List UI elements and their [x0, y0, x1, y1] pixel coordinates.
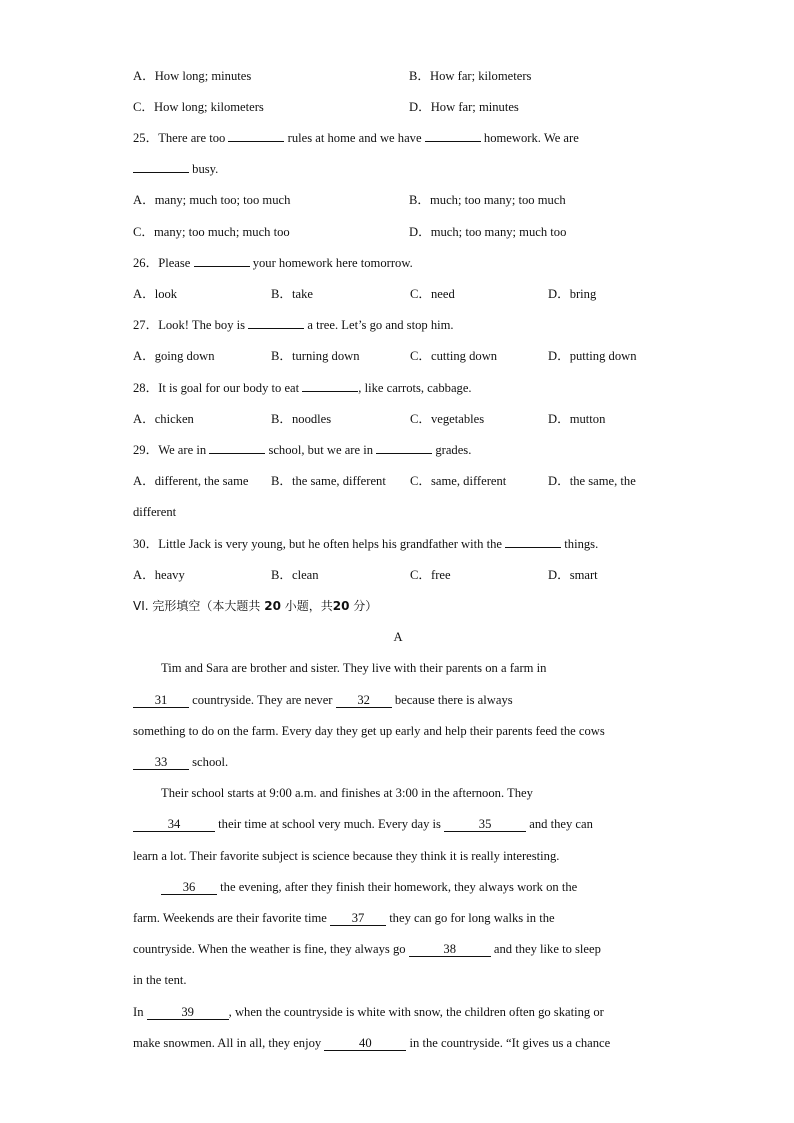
- q26-stem: 26．Please your homework here tomorrow.: [133, 256, 413, 270]
- q28-option-b[interactable]: B．noodles: [271, 412, 332, 426]
- q25-option-c[interactable]: C．many; too much; much too: [133, 225, 290, 239]
- q27-option-b[interactable]: B．turning down: [271, 349, 360, 363]
- passage-line: Their school starts at 9:00 a.m. and finishes at 3:00 in the afternoon. They: [161, 786, 533, 800]
- section-heading: VI. 完形填空（本大题共 20 小题，共20 分）: [133, 599, 378, 613]
- q28-option-c[interactable]: C．vegetables: [410, 412, 485, 426]
- q29-option-c[interactable]: C．same, different: [410, 474, 507, 488]
- q26-option-a[interactable]: A．look: [133, 287, 178, 301]
- answer-blank[interactable]: [228, 129, 284, 142]
- cloze-blank-36[interactable]: 36: [161, 881, 217, 895]
- q24-option-b[interactable]: B．How far; kilometers: [409, 69, 532, 83]
- q24-option-d[interactable]: D．How far; minutes: [409, 100, 519, 114]
- answer-blank[interactable]: [505, 535, 561, 548]
- q26-options: [133, 284, 663, 304]
- cloze-blank-33[interactable]: 33: [133, 756, 189, 770]
- answer-blank[interactable]: [248, 316, 304, 329]
- passage-line: 36 the evening, after they finish their homework, they always work on the: [161, 877, 577, 897]
- q25-stem: 25．There are too rules at home and we have homework. We are: [133, 131, 579, 145]
- q29-option-d-cont: different: [133, 505, 177, 519]
- answer-blank[interactable]: [133, 160, 189, 173]
- q29-option-d[interactable]: D．the same, the: [548, 474, 636, 488]
- q26-option-d[interactable]: D．bring: [548, 287, 597, 301]
- passage-line: countryside. When the weather is fine, they always go 38 and they like to sleep: [133, 942, 601, 956]
- q25-option-b[interactable]: B．much; too many; too much: [409, 193, 566, 207]
- q25-stem-cont: busy.: [133, 159, 218, 179]
- answer-blank[interactable]: [194, 254, 250, 267]
- q30-option-a[interactable]: A．heavy: [133, 568, 185, 582]
- cloze-blank-39[interactable]: 39: [147, 1006, 229, 1020]
- passage-line: 33 school.: [133, 752, 228, 772]
- q27-option-c[interactable]: C．cutting down: [410, 349, 498, 363]
- passage-line: something to do on the farm. Every day they get up early and help their parents feed the cows: [133, 724, 605, 738]
- cloze-blank-35[interactable]: 35: [444, 818, 526, 832]
- q24-option-c[interactable]: C．How long; kilometers: [133, 100, 264, 114]
- q24-options-row1: [133, 66, 251, 86]
- answer-blank[interactable]: [302, 379, 358, 392]
- cloze-blank-34[interactable]: 34: [133, 818, 215, 832]
- q28-option-d[interactable]: D．mutton: [548, 412, 606, 426]
- q25-option-d[interactable]: D．much; too many; much too: [409, 225, 567, 239]
- answer-blank[interactable]: [376, 441, 432, 454]
- q30-stem: 30．Little Jack is very young, but he often helps his grandfather with the things.: [133, 537, 599, 551]
- q28-option-a[interactable]: A．chicken: [133, 412, 194, 426]
- q27-option-d[interactable]: D．putting down: [548, 349, 637, 363]
- q27-option-a[interactable]: A．going down: [133, 349, 215, 363]
- q29-option-b[interactable]: B．the same, different: [271, 474, 386, 488]
- cloze-blank-31[interactable]: 31: [133, 694, 189, 708]
- q28-stem: 28．It is goal for our body to eat , like carrots, cabbage.: [133, 381, 472, 395]
- passage-line: Tim and Sara are brother and sister. They live with their parents on a farm in: [161, 661, 547, 675]
- passage-line: in the tent.: [133, 973, 187, 987]
- q30-options: [133, 565, 663, 585]
- q29-options: [133, 471, 663, 491]
- q27-options: [133, 346, 663, 366]
- passage-line: learn a lot. Their favorite subject is science because they think it is really interesting.: [133, 849, 560, 863]
- passage-line: In 39 , when the countryside is white with snow, the children often go skating or: [133, 1005, 604, 1019]
- q30-option-d[interactable]: D．smart: [548, 568, 598, 582]
- passage-line: farm. Weekends are their favorite time 37 they can go for long walks in the: [133, 911, 555, 925]
- answer-blank[interactable]: [209, 441, 265, 454]
- cloze-blank-38[interactable]: 38: [409, 943, 491, 957]
- q29-option-a[interactable]: A．different, the same: [133, 474, 249, 488]
- q30-option-b[interactable]: B．clean: [271, 568, 319, 582]
- passage-line: 34 their time at school very much. Every day is 35 and they can: [133, 814, 593, 834]
- passage-line: make snowmen. All in all, they enjoy 40 in the countryside. “It gives us a chance: [133, 1036, 611, 1050]
- q30-option-c[interactable]: C．free: [410, 568, 451, 582]
- cloze-blank-40[interactable]: 40: [324, 1037, 406, 1051]
- q29-stem: 29．We are in school, but we are in grades.: [133, 443, 472, 457]
- q27-stem: 27．Look! The boy is a tree. Let’s go and stop him.: [133, 318, 454, 332]
- passage-label: A: [393, 630, 403, 644]
- q28-options: [133, 409, 663, 429]
- passage-line: 31 countryside. They are never 32 because there is always: [133, 690, 513, 710]
- answer-blank[interactable]: [425, 129, 481, 142]
- q25-option-a[interactable]: A．many; much too; too much: [133, 193, 291, 207]
- q26-option-c[interactable]: C．need: [410, 287, 455, 301]
- q24-option-a[interactable]: A．How long; minutes: [133, 69, 252, 83]
- q26-option-b[interactable]: B．take: [271, 287, 313, 301]
- cloze-blank-32[interactable]: 32: [336, 694, 392, 708]
- cloze-blank-37[interactable]: 37: [330, 912, 386, 926]
